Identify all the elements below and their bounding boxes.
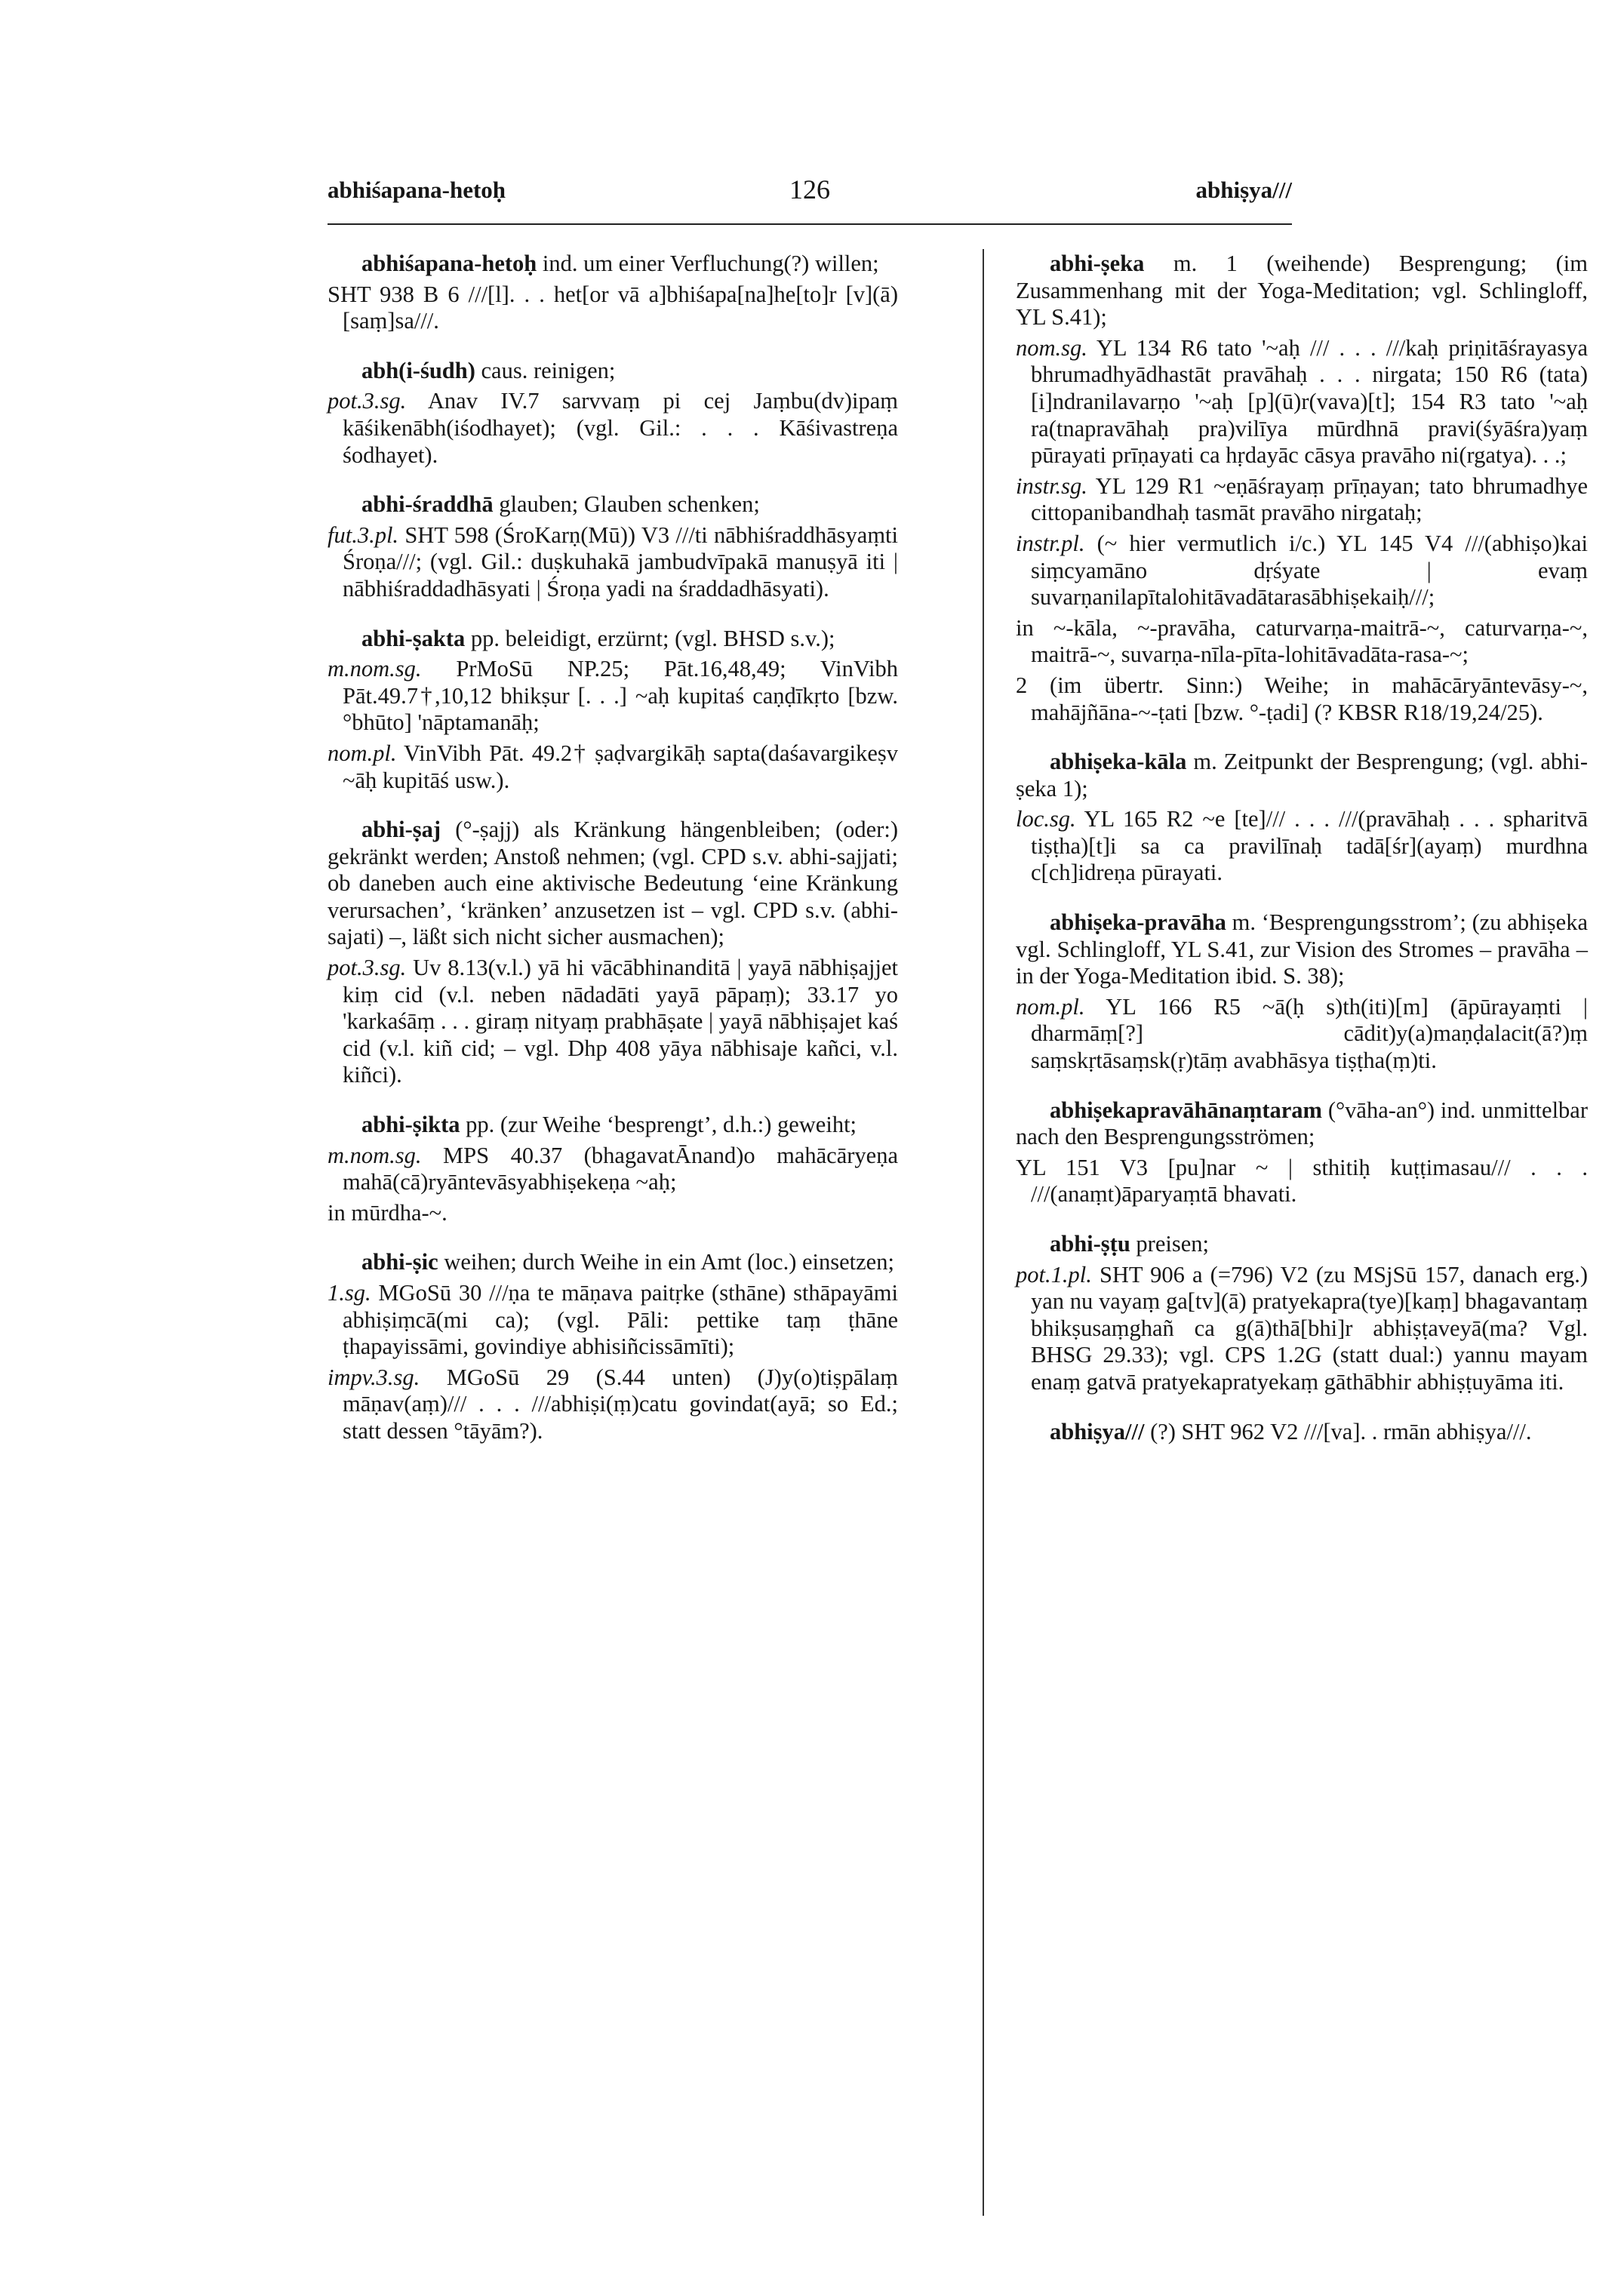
- header-first-lemma: abhiśapana-hetoḥ: [328, 177, 506, 203]
- entry-line: instr.sg. YL 129 R1 ~eṇāśrayaṃ prīṇayan; tato bhrumadhye cittopanibandhaḥ tasmāt pravāho nirgataḥ;: [1016, 472, 1588, 526]
- entry-head: abhiṣya/// (?) SHT 962 V2 ///[va]. . rmān abhiṣya///.: [1050, 1418, 1532, 1444]
- entry-line: 2 (im übertr. Sinn:) Weihe; in mahācāryāntevāsy-~, mahājñāna-~-ṭati [bzw. °-ṭadi] (? KBSR R18/19,24/25).: [1016, 672, 1588, 725]
- dictionary-entry: [1016, 749, 1588, 887]
- entry-lemma: abhiṣya///: [1050, 1418, 1145, 1444]
- column-divider: [983, 249, 984, 2216]
- header-rule: [328, 223, 1292, 225]
- grammar-tag: loc.sg.: [1016, 806, 1076, 832]
- grammar-tag: pot.3.sg.: [328, 955, 407, 981]
- entry-head: abhi-ṣṭu preisen;: [1050, 1231, 1209, 1257]
- dictionary-entry: [1016, 909, 1588, 1075]
- entry-line: impv.3.sg. MGoSū 29 (S.44 unten) (J)y(o)tiṣpālaṃ māṇav(aṃ)/// . . . ///abhiṣi(ṃ)catu govindat(ayā; so Ed.; statt dessen °tāyām?).: [328, 1364, 898, 1444]
- grammar-tag: nom.pl.: [328, 740, 397, 766]
- entry-head: abhiṣekapravāhānaṃtaram (°vāha-an°) ind. unmittelbar nach den Besprengungsströmen;: [1016, 1097, 1588, 1150]
- entry-line: m.nom.sg. PrMoSū NP.25; Pāt.16,48,49; VinVibh Pāt.49.7†,10,12 bhikṣur [. . .] ~aḥ kupitaś caṇḍīkṛto [bzw. °bhūto] 'nāptamanāḥ;: [328, 656, 898, 736]
- entry-line: 1.sg. MGoSū 30 ///ṇa te māṇava paitṛke (sthāne) sthāpayāmi abhiṣiṃcā(mi ca); (vgl. Pāli: pettike taṃ ṭhāne ṭhapayissāmi, govindiye abhisiñcissāmīti);: [328, 1280, 898, 1360]
- dictionary-entry: [328, 626, 898, 795]
- entry-head: abhiśapana-hetoḥ ind. um einer Verfluchung(?) willen;: [361, 251, 879, 276]
- entry-lemma: abhi-ṣaj: [361, 817, 441, 843]
- dictionary-entry: [328, 817, 898, 1089]
- entry-lemma: abhiṣeka-kāla: [1050, 749, 1187, 775]
- grammar-tag: fut.3.pl.: [328, 521, 399, 548]
- entry-line: SHT 938 B 6 ///[l]. . . het[or vā a]bhiśapa[na]he[to]r [v](ā) [saṃ]sa///.: [328, 281, 898, 334]
- grammar-tag: 1.sg.: [328, 1280, 371, 1306]
- running-header: [328, 174, 1292, 213]
- grammar-tag: nom.pl.: [1016, 993, 1085, 1020]
- entry-lemma: abhi-ṣṭu: [1050, 1231, 1130, 1257]
- entry-lemma: abhi-ṣic: [361, 1249, 438, 1275]
- grammar-tag: impv.3.sg.: [328, 1364, 420, 1390]
- entry-line: pot.3.sg. Anav IV.7 sarvvaṃ pi cej Jaṃbu(dv)ipaṃ kāśikenābh(iśodhayet); (vgl. Gil.: . . . Kāśivastreṇa śodhayet).: [328, 388, 898, 468]
- entry-head: abhi-ṣic weihen; durch Weihe in ein Amt (loc.) einsetzen;: [361, 1249, 894, 1275]
- entry-head: abhiṣeka-pravāha m. ‘Besprengungsstrom’; (zu abhiṣeka vgl. Schlingloff, YL S.41, zur Vision des Stromes – pravāha – in der Yoga-Meditation ibid. S. 38);: [1016, 909, 1588, 989]
- grammar-tag: m.nom.sg.: [328, 1142, 422, 1168]
- entry-line: loc.sg. YL 165 R2 ~e [te]/// . . . ///(pravāhaḥ . . . spharitvā tiṣṭha)[t]i sa ca pravilīnaḥ tadā[śr](ayaṃ) murdhna c[ch]idreṇa pūrayati.: [1016, 806, 1588, 886]
- dictionary-entry: [328, 491, 898, 602]
- entry-head: abh(i-śudh) caus. reinigen;: [361, 357, 616, 383]
- dictionary-entry: [1016, 1231, 1588, 1396]
- entry-line: instr.pl. (~ hier vermutlich i/c.) YL 145 V4 ///(abhiṣo)kai siṃcyamāno dṛśyate | evaṃ suvarṇanilapītalohitāvadātarasābhiṣekaiḥ///;: [1016, 530, 1588, 611]
- entry-line: in ~-kāla, ~-pravāha, caturvarṇa-maitrā-~, caturvarṇa-~, maitrā-~, suvarṇa-nīla-pīta-lohitāvadāta-rasa-~;: [1016, 614, 1588, 668]
- entry-line: m.nom.sg. MPS 40.37 (bhagavatĀnand)o mahācāryeṇa mahā(cā)ryāntevāsyabhiṣekeṇa ~aḥ;: [328, 1142, 898, 1195]
- dictionary-entry: [328, 251, 898, 335]
- dictionary-entry: [1016, 1419, 1588, 1446]
- entry-head: abhi-ṣikta pp. (zur Weihe ‘besprengt’, d.h.:) geweiht;: [361, 1112, 857, 1138]
- dictionary-entry: [328, 1249, 898, 1444]
- entry-head: abhi-ṣakta pp. beleidigt, erzürnt; (vgl. BHSD s.v.);: [361, 625, 835, 651]
- entry-lemma: abhi-ṣeka: [1050, 251, 1145, 276]
- dictionary-entry: [328, 1112, 898, 1226]
- grammar-tag: nom.sg.: [1016, 334, 1087, 361]
- entry-line: fut.3.pl. SHT 598 (ŚroKarṇ(Mū)) V3 ///ti nābhiśraddhāsyaṃti Śroṇa///; (vgl. Gil.: duṣkuhakā jambudvīpakā manuṣyā iti | nābhiśraddadhāsyati | Śroṇa yadi na śraddadhāsyati).: [328, 521, 898, 601]
- entry-lemma: abhi-ṣikta: [361, 1112, 460, 1138]
- dictionary-entry: [328, 358, 898, 469]
- entry-line: pot.1.pl. SHT 906 a (=796) V2 (zu MSjSū 157, danach erg.) yan nu vayaṃ ga[tv](ā) pratyekapra(tye)[kaṃ] bhagavantaṃ bhikṣusaṃghañ ca g(ā)thā[bhi]r abhiṣṭaveyā(ma? Vgl. BHSG 29.33); vgl. CPS 1.2G (statt dual:) yannu mayam enaṃ gatvā pratyekapratyekaṃ gāthābhir abhiṣṭuyāma iti.: [1016, 1261, 1588, 1395]
- grammar-tag: pot.3.sg.: [328, 388, 407, 414]
- entry-line: pot.3.sg. Uv 8.13(v.l.) yā hi vācābhinanditā | yayā nābhiṣajjet kiṃ cid (v.l. neben nādadāti yayā pāpaṃ); 33.17 yo 'karkaśāṃ . . . giraṃ nityaṃ prabhāṣate | yayā nābhiṣajet kaś cid (v.l. kiñ cid; – vgl. Dhp 408 yāya nābhisaje kañci, v.l. kiñci).: [328, 955, 898, 1088]
- grammar-tag: pot.1.pl.: [1016, 1261, 1092, 1288]
- entry-lemma: abhiśapana-hetoḥ: [361, 251, 537, 276]
- header-last-lemma: abhiṣya///: [1195, 177, 1292, 203]
- entry-line: in mūrdha-~.: [328, 1199, 448, 1226]
- entry-head: abhi-ṣaj (°-ṣajj) als Kränkung hängenbleiben; (oder:) gekränkt werden; Anstoß nehmen; (vgl. CPD s.v. abhi-sajjati; ob daneben auch eine aktivische Bedeutung ‘eine Kränkung verursachen’, ‘kränken’ anzusetzen ist – vgl. CPD s.v. (abhi-sajati) –, läßt sich nicht sicher ausmachen);: [328, 817, 898, 950]
- dictionary-entry: [1016, 251, 1588, 726]
- grammar-tag: instr.sg.: [1016, 472, 1087, 499]
- grammar-tag: instr.pl.: [1016, 530, 1085, 556]
- entry-lemma: abhi-ṣakta: [361, 625, 466, 651]
- entry-head: abhiṣeka-kāla m. Zeitpunkt der Besprengung; (vgl. abhi-ṣeka 1);: [1016, 749, 1588, 801]
- grammar-tag: m.nom.sg.: [328, 656, 422, 682]
- entry-line: nom.pl. YL 166 R5 ~ā(ḥ s)th(iti)[m] (āpūrayaṃti | dharmāṃ[?] cādit)y(a)maṇḍalacit(ā?)ṃ saṃskṛtāsaṃsk(ṛ)tāṃ avabhāsya tiṣṭha(ṃ)ti.: [1016, 993, 1588, 1074]
- entry-head: abhi-śraddhā glauben; Glauben schenken;: [361, 491, 760, 518]
- page-number: 126: [789, 174, 830, 205]
- entry-line: nom.sg. YL 134 R6 tato '~aḥ /// . . . ///kaḥ priṇitāśrayasya bhrumadhyādhastāt pravāhaḥ . . . nirgata; 150 R6 (tata) [i]ndranilavarṇo '~aḥ [p](ū)r(vava)[t]; 154 R3 tato '~aḥ ra(tnapravāhaḥ pra)vilīya mūrdhnā pravi(śyāśra)yaṃ pūrayati prīṇayati ca hṛdayāc cāsya pravāho ni(rgatya). . .;: [1016, 334, 1588, 469]
- entry-lemma: abhiṣeka-pravāha: [1050, 909, 1226, 936]
- dictionary-entry: [1016, 1097, 1588, 1208]
- right-column: [1016, 251, 1588, 1468]
- entry-head: abhi-ṣeka m. 1 (weihende) Besprengung; (im Zusammenhang mit der Yoga-Meditation; vgl. Schlingloff, YL S.41);: [1016, 251, 1588, 331]
- entry-line: nom.pl. VinVibh Pāt. 49.2† ṣaḍvargikāḥ sapta(daśavargikeṣv ~āḥ kupitāś usw.).: [328, 740, 898, 793]
- entry-lemma: abhi-śraddhā: [361, 491, 494, 518]
- entry-line: YL 151 V3 [pu]nar ~ | sthitiḥ kuṭṭimasau/// . . . ///(anaṃt)āparyaṃtā bhavati.: [1016, 1154, 1588, 1208]
- entry-lemma: abh(i-śudh): [361, 357, 475, 383]
- entry-lemma: abhiṣekapravāhānaṃtaram: [1050, 1097, 1322, 1123]
- left-column: [328, 251, 898, 1468]
